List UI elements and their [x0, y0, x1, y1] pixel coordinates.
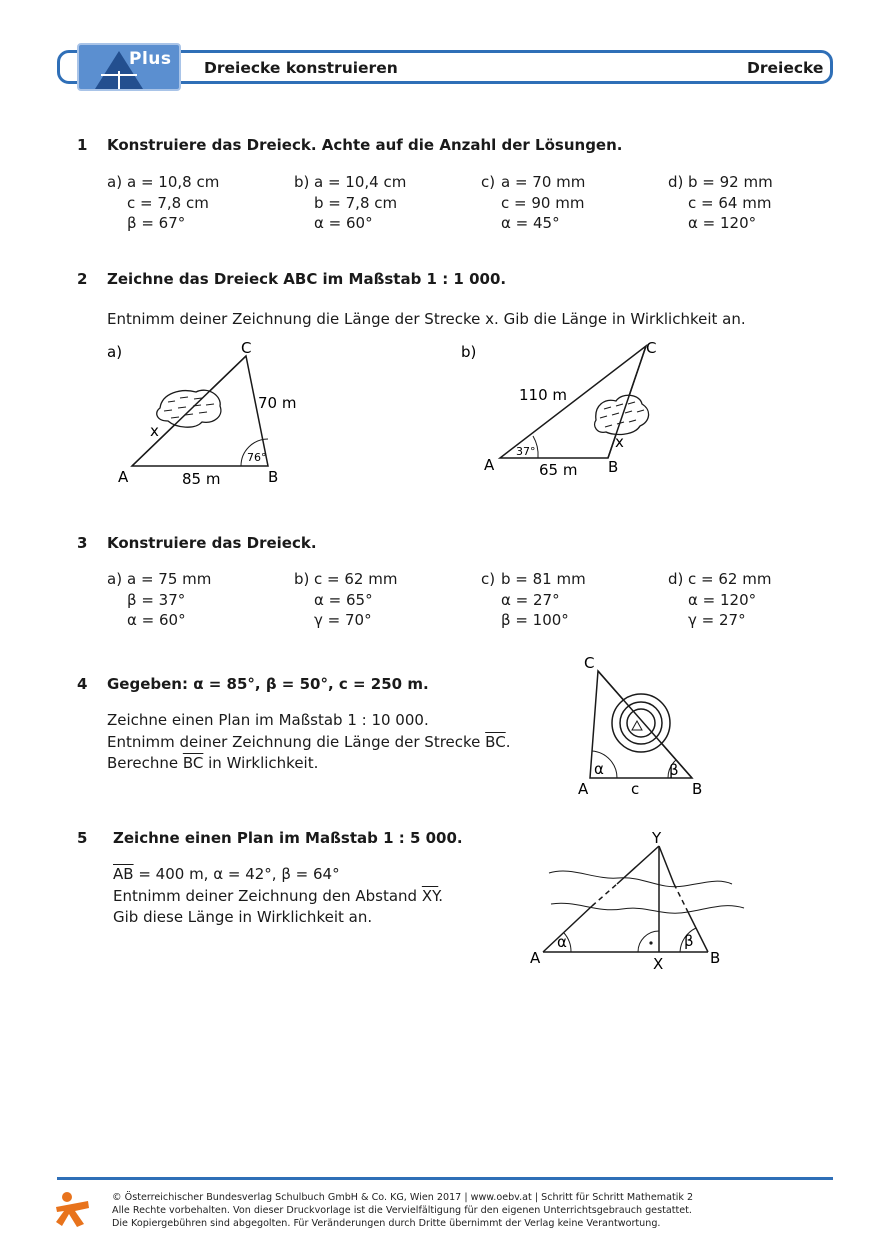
vertex-label: B: [710, 949, 721, 967]
item-line: b = 92 mm: [688, 173, 773, 191]
item-line: a = 70 mm: [501, 173, 586, 191]
text-line: Gib diese Länge in Wirklichkeit an.: [113, 908, 373, 926]
item-line: c = 62 mm: [314, 570, 398, 588]
side-label: c: [631, 780, 640, 798]
side-a-solid: [543, 906, 592, 952]
item-line: α = 120°: [688, 590, 757, 609]
footer-divider: [57, 1177, 833, 1180]
item-label: a): [107, 173, 123, 191]
vertex-label: A: [118, 468, 129, 486]
task-number: 3: [77, 534, 88, 552]
task-title: Zeichne einen Plan im Maßstab 1 : 5 000.: [113, 829, 463, 847]
task-number: 4: [77, 675, 88, 693]
vertex-label: X: [653, 955, 664, 973]
item-label: a): [107, 570, 123, 588]
item-line: b = 7,8 cm: [314, 193, 398, 212]
task-item: [668, 569, 771, 631]
item-line: α = 45°: [501, 214, 560, 232]
task-title: Konstruiere das Dreieck.: [107, 534, 317, 552]
publisher-logo-icon: [54, 1190, 92, 1228]
task-title-prefix: Gegeben:: [107, 675, 194, 693]
vertex-label: A: [530, 949, 541, 967]
task-text: [107, 710, 510, 775]
side-b-solid: [659, 846, 674, 884]
angle-label: β: [684, 932, 694, 950]
figure-label: b): [461, 343, 477, 361]
footer-copyright: [112, 1191, 693, 1230]
task-number: 1: [77, 136, 88, 154]
item-line: α = 120°: [688, 214, 757, 232]
item-label: b): [294, 570, 310, 588]
side-label: 70 m: [258, 394, 297, 412]
item-line: β = 67°: [127, 214, 186, 232]
logo-text: Plus: [129, 49, 172, 69]
figure-4: [578, 654, 702, 798]
segment-name: $\overline{XY}$: [421, 886, 439, 905]
text-part: Entnimm deiner Zeichnung die Länge der Strecke: [107, 732, 486, 751]
item-line: a = 10,8 cm: [127, 173, 220, 191]
item-line: c = 62 mm: [688, 570, 772, 588]
text-line: Zeichne einen Plan im Maßstab 1 : 10 000.: [107, 711, 429, 729]
item-line: γ = 27°: [688, 611, 746, 629]
side-label: 65 m: [539, 461, 578, 479]
vertex-label: Y: [652, 829, 662, 847]
vertex-label: A: [578, 780, 589, 798]
item-line: β = 37°: [127, 590, 186, 609]
figure-2b: [461, 339, 656, 479]
section-name: Dreiecke: [747, 59, 824, 77]
right-angle-dot: [649, 941, 652, 944]
angle-label: β: [669, 761, 679, 779]
item-line: b = 81 mm: [501, 570, 586, 588]
item-line: α = 60°: [314, 214, 373, 232]
item-label: d): [668, 173, 684, 191]
text-part: = 400 m, α = 42°, β = 64°: [133, 865, 340, 883]
text-line: [113, 886, 443, 908]
task-text: [113, 864, 443, 929]
text-part: in Wirklichkeit.: [203, 754, 319, 772]
task-title: Konstruiere das Dreieck. Achte auf die Anzahl der Lösungen.: [107, 136, 623, 154]
obstacle-rock-icon: [157, 390, 221, 427]
segment-label: x: [615, 433, 624, 451]
item-line: γ = 70°: [314, 611, 372, 629]
item-label: c): [481, 173, 496, 191]
vertex-label: A: [484, 456, 495, 474]
text-line: [113, 864, 443, 886]
page-title: Dreiecke konstruieren: [204, 59, 398, 77]
side-a-dashed: [592, 884, 617, 906]
side-b-dashed: [674, 884, 688, 912]
task-item: [107, 569, 211, 631]
task-title-given: α = 85°, β = 50°, c = 250 m.: [193, 675, 429, 693]
item-line: α = 60°: [127, 611, 186, 629]
footer-line: Die Kopiergebühren sind abgegolten. Für Veränderungen durch Dritte übernimmt der Verlag keine Verantwortung.: [112, 1218, 661, 1229]
lake-inner-ring: [627, 709, 655, 737]
angle-label: 37°: [516, 445, 536, 458]
angle-label: α: [557, 933, 567, 951]
vertex-label: B: [692, 780, 703, 798]
segment-x: [132, 356, 246, 466]
text-part: Entnimm deiner Zeichnung den Abstand: [113, 886, 422, 905]
side-label: 110 m: [519, 386, 568, 404]
text-part: .: [438, 886, 444, 905]
segment-name: $\overline{BC}$: [485, 732, 506, 751]
vertex-label: C: [584, 654, 595, 672]
angle-label: 76°: [247, 451, 267, 464]
segment-name: $\overline{AB}$: [113, 865, 134, 883]
angle-label: α: [594, 760, 604, 778]
task-number: 5: [77, 829, 88, 847]
vertex-label: B: [268, 468, 279, 486]
text-line: [107, 732, 510, 754]
item-line: a = 75 mm: [127, 570, 212, 588]
item-line: c = 7,8 cm: [127, 193, 209, 212]
figure-2a: [107, 339, 296, 488]
item-label: c): [481, 570, 496, 588]
vertex-label: B: [608, 458, 619, 476]
task-title: Zeichne das Dreieck ABC im Maßstab 1 : 1 000.: [107, 270, 507, 288]
item-line: c = 90 mm: [501, 193, 585, 212]
text-part: Berechne: [107, 754, 183, 772]
vertex-label: C: [241, 339, 252, 357]
task-item: [481, 569, 586, 631]
side-a-solid: [617, 846, 659, 884]
task-title: [107, 675, 429, 693]
text-part: .: [505, 732, 511, 751]
figure-5: [530, 829, 744, 973]
task-number: 2: [77, 270, 88, 288]
right-angle-arc: [638, 931, 659, 952]
item-line: a = 10,4 cm: [314, 173, 407, 191]
segment-label: x: [150, 422, 159, 440]
item-line: α = 27°: [501, 590, 560, 609]
obstacle-rock-icon: [595, 395, 649, 434]
river-bank-lower: [551, 903, 744, 913]
river-bank-upper: [549, 871, 732, 887]
item-line: β = 100°: [501, 611, 569, 629]
item-label: b): [294, 173, 310, 191]
item-line: α = 65°: [314, 590, 373, 609]
footer-line: Alle Rechte vorbehalten. Von dieser Druckvorlage ist die Vervielfältigung für den eigenen Unterrichtsgebrauch gestattet.: [112, 1205, 692, 1216]
item-label: d): [668, 570, 684, 588]
item-line: c = 64 mm: [688, 193, 772, 212]
segment-name: $\overline{BC}$: [182, 754, 204, 772]
text-line: [107, 753, 510, 775]
footer-line: © Österreichischer Bundesverlag Schulbuch GmbH & Co. KG, Wien 2017 | www.oebv.at | Schritt für Schritt Mathematik 2: [112, 1192, 694, 1203]
task-text: Entnimm deiner Zeichnung die Länge der Strecke x. Gib die Länge in Wirklichkeit an.: [107, 310, 746, 328]
figure-label: a): [107, 343, 123, 361]
side-label: 85 m: [182, 470, 221, 488]
task-item: [294, 569, 397, 631]
vertex-label: C: [646, 339, 657, 357]
